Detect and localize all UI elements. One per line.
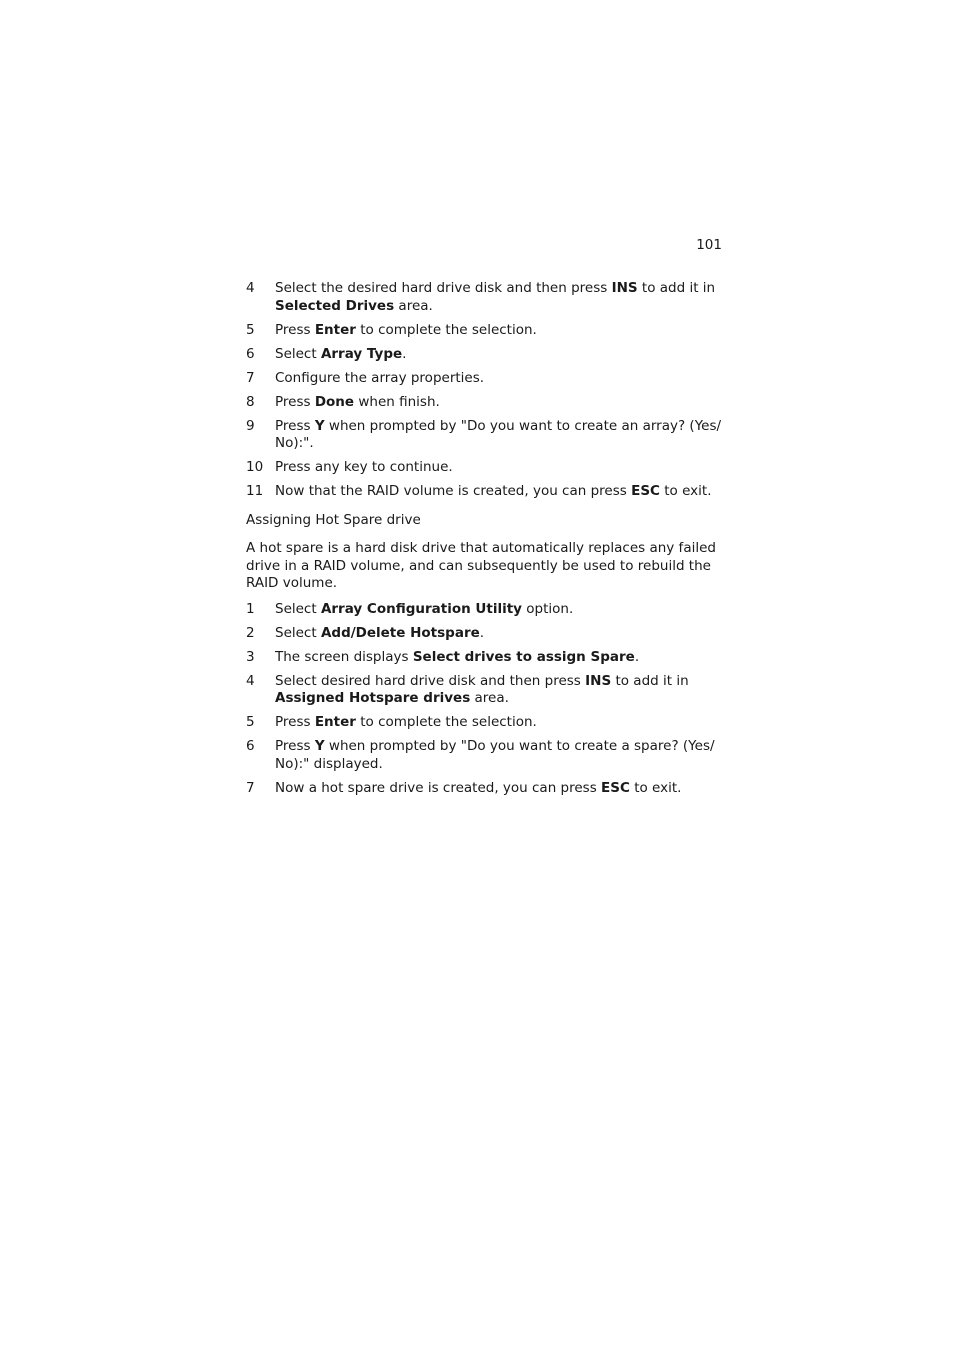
- step-text-segment: area.: [470, 690, 509, 706]
- step-text: [275, 394, 726, 412]
- step-item: [246, 394, 726, 412]
- step-text-bold-segment: Selected Drives: [275, 297, 395, 314]
- step-text-segment: to add it in: [611, 672, 689, 689]
- step-text: [275, 280, 726, 315]
- step-number: 4: [246, 672, 255, 689]
- step-text-segment: Configure the array properties.: [275, 369, 485, 386]
- step-text-segment: Select desired hard drive disk and then press: [275, 672, 586, 689]
- step-text-segment: .: [634, 648, 640, 665]
- hot-spare-intro-paragraph: A hot spare is a hard disk drive that automatically replaces any failed drive in a RAID volume, and can subsequently be used to rebuild the RAID volume.: [246, 540, 716, 591]
- step-item: [246, 714, 726, 732]
- step-number: 5: [246, 714, 255, 730]
- step-text: [275, 649, 726, 667]
- step-number: 6: [246, 738, 255, 754]
- step-text-segment: Press any key to continue.: [275, 459, 453, 475]
- step-text: [275, 738, 726, 773]
- step-item: [246, 601, 726, 619]
- step-text-segment: when finish.: [354, 393, 440, 410]
- step-text-bold-segment: INS: [611, 280, 638, 296]
- step-text: [275, 483, 726, 501]
- step-number: 10: [246, 459, 264, 475]
- step-text-bold-segment: Array Configuration Utility: [320, 600, 522, 617]
- step-text-segment: Select the desired hard drive disk and then press: [275, 280, 612, 296]
- step-item: [246, 418, 726, 453]
- step-text-segment: when prompted by "Do you want to create a spare? (Yes/ No):" displayed.: [275, 738, 715, 772]
- step-text-bold-segment: Add/Delete Hotspare: [320, 624, 480, 641]
- step-text-bold-segment: Assigned Hotspare drives: [275, 690, 471, 706]
- step-text-segment: to complete the selection.: [355, 321, 537, 338]
- step-number: 3: [246, 648, 255, 665]
- step-text-segment: option.: [521, 600, 574, 617]
- step-item: [246, 738, 726, 773]
- step-text-segment: Now that the RAID volume is created, you can press: [275, 483, 632, 499]
- step-text-segment: to complete the selection.: [355, 714, 537, 730]
- step-text: [275, 625, 726, 643]
- step-item: [246, 649, 726, 667]
- step-text-bold-segment: Select drives to assign Spare: [412, 648, 635, 665]
- step-text-bold-segment: INS: [585, 672, 612, 689]
- step-text-bold-segment: Enter: [314, 321, 356, 338]
- step-text-segment: Press: [275, 738, 315, 754]
- step-number: 7: [246, 369, 255, 386]
- step-item: [246, 625, 726, 643]
- step-text-segment: area.: [394, 297, 433, 314]
- page-number: 101: [696, 237, 722, 253]
- step-number: 11: [246, 483, 264, 499]
- step-text: [275, 459, 726, 477]
- step-item: [246, 346, 726, 364]
- step-text: [275, 714, 726, 732]
- step-number: 9: [246, 417, 255, 434]
- step-text-segment: Select: [275, 624, 321, 641]
- step-text-bold-segment: ESC: [631, 483, 660, 499]
- step-text-segment: Press: [275, 714, 315, 730]
- step-text: [275, 780, 726, 798]
- step-text-segment: to exit.: [659, 483, 712, 499]
- step-item: [246, 483, 726, 501]
- step-text-segment: .: [402, 345, 407, 362]
- page-content: [246, 280, 726, 804]
- step-text: [275, 346, 726, 364]
- step-text-bold-segment: Enter: [314, 714, 356, 730]
- step-text-segment: The screen displays: [275, 648, 413, 665]
- step-text-segment: Select: [275, 600, 321, 617]
- step-text-segment: Press: [275, 321, 315, 338]
- step-item: [246, 370, 726, 388]
- step-text: [275, 601, 726, 619]
- step-text-segment: to add it in: [637, 280, 716, 296]
- create-array-steps: [246, 280, 726, 501]
- step-item: [246, 280, 726, 315]
- step-item: [246, 459, 726, 477]
- step-text-segment: when prompted by "Do you want to create an array? (Yes/ No):".: [275, 417, 722, 451]
- step-text: [275, 418, 726, 453]
- step-text: [275, 322, 726, 340]
- step-text-bold-segment: Array Type: [320, 345, 403, 362]
- step-item: [246, 673, 726, 708]
- step-text-bold-segment: ESC: [601, 779, 630, 796]
- step-text-segment: Press: [275, 393, 315, 410]
- step-text-bold-segment: Y: [314, 417, 325, 434]
- step-text: [275, 673, 726, 708]
- step-text-segment: Press: [275, 417, 315, 434]
- step-text-bold-segment: Done: [314, 393, 355, 410]
- step-item: [246, 322, 726, 340]
- step-number: 5: [246, 321, 255, 338]
- step-number: 7: [246, 779, 255, 796]
- step-number: 2: [246, 624, 255, 641]
- step-text: [275, 370, 726, 388]
- hot-spare-steps: [246, 601, 726, 798]
- step-text-segment: to exit.: [629, 779, 682, 796]
- step-text-segment: Select: [275, 345, 321, 362]
- step-item: [246, 780, 726, 798]
- step-number: 4: [246, 280, 255, 296]
- step-number: 1: [246, 600, 255, 617]
- step-text-segment: Now a hot spare drive is created, you can press: [275, 779, 602, 796]
- step-text-segment: .: [479, 624, 485, 641]
- step-text-bold-segment: Y: [314, 738, 325, 754]
- section-heading-hot-spare: Assigning Hot Spare drive: [246, 511, 421, 528]
- step-number: 8: [246, 393, 255, 410]
- step-number: 6: [246, 345, 255, 362]
